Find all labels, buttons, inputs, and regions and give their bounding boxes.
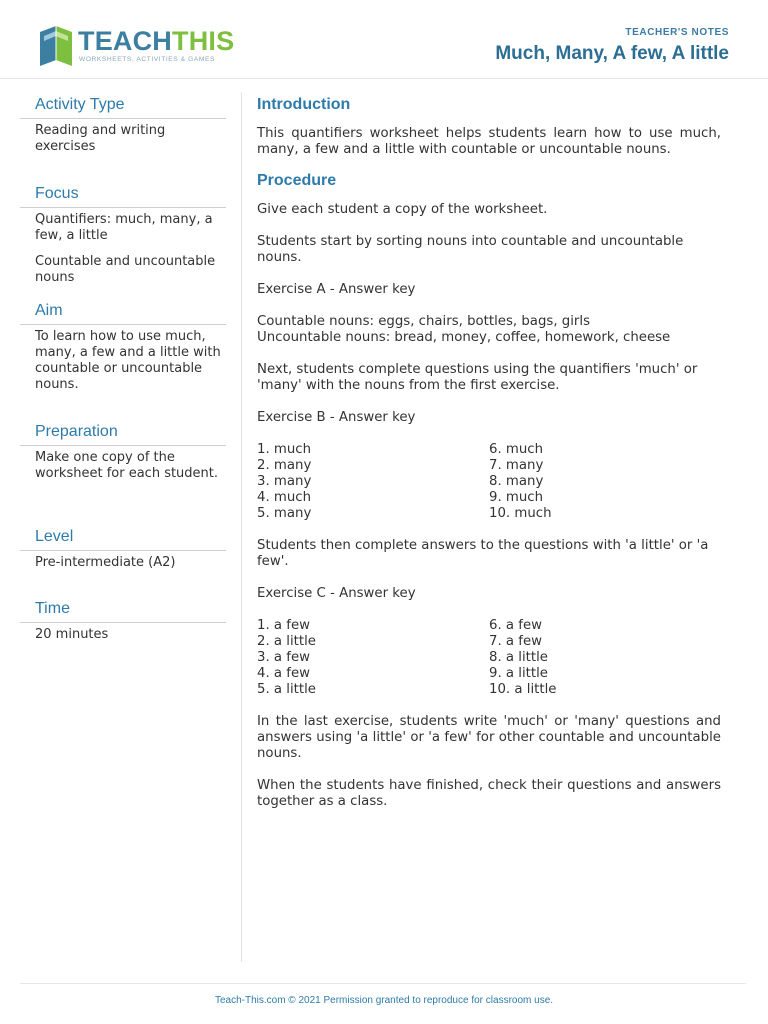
footer-copyright: Teach-This.com © 2021 Permission granted to reproduce for classroom use. xyxy=(214,995,554,1006)
activity-type-text: Reading and writing exercises xyxy=(35,123,166,154)
focus-section xyxy=(20,181,226,298)
procedure-step-copy: Give each student a copy of the worksheet. xyxy=(257,202,548,217)
exercise-a-countable: Countable nouns: eggs, chairs, bottles, bags, girls xyxy=(257,314,590,329)
answer-item: 8. a little xyxy=(489,650,548,665)
page-title: Much, Many, A few, A little xyxy=(495,43,729,64)
time-text: 20 minutes xyxy=(35,627,109,642)
column-divider xyxy=(241,92,242,962)
answer-item: 7. a few xyxy=(489,634,543,649)
main-content xyxy=(257,92,721,826)
procedure-step-last-exercise: In the last exercise, students write 'much' or 'many' questions and answers using 'a little' or 'a few' for other countable and uncountable nouns. xyxy=(257,714,721,761)
procedure-step-sorting: Students start by sorting nouns into countable and uncountable nouns. xyxy=(257,234,684,265)
aim-text: To learn how to use much, many, a few and a little with countable or uncountable nouns. xyxy=(35,329,221,392)
activity-type-section xyxy=(20,92,226,181)
answer-item: 7. many xyxy=(489,458,544,473)
answer-item: 2. many xyxy=(257,458,312,473)
logo-tagline: WORKSHEETS, ACTIVITIES & GAMES xyxy=(79,56,215,63)
focus-text-quantifiers: Quantifiers: much, many, a few, a little xyxy=(35,212,213,243)
procedure-step-much-many: Next, students complete questions using the quantifiers 'much' or 'many' with the nouns from the first exercise. xyxy=(257,362,698,393)
answer-item: 3. many xyxy=(257,474,312,489)
answer-item: 10. a little xyxy=(489,682,557,697)
level-heading: Level xyxy=(20,524,226,551)
answer-item: 9. much xyxy=(489,490,544,505)
answer-item: 1. much xyxy=(257,442,312,457)
exercise-b-left-col xyxy=(257,442,489,522)
time-heading: Time xyxy=(20,596,226,623)
answer-item: 8. many xyxy=(489,474,544,489)
procedure-step-little-few: Students then complete answers to the questions with 'a little' or 'a few'. xyxy=(257,538,709,569)
preparation-text: Make one copy of the worksheet for each student. xyxy=(35,450,219,481)
answer-item: 2. a little xyxy=(257,634,316,649)
level-text: Pre-intermediate (A2) xyxy=(35,555,176,570)
aim-heading: Aim xyxy=(20,298,226,325)
answer-item: 6. a few xyxy=(489,618,543,633)
time-section xyxy=(20,596,226,643)
answer-item: 3. a few xyxy=(257,650,311,665)
exercise-c-answers xyxy=(257,618,721,698)
procedure-heading: Procedure xyxy=(257,172,337,189)
exercise-b-title: Exercise B - Answer key xyxy=(257,410,416,425)
preparation-section xyxy=(20,419,226,524)
procedure-step-check: When the students have finished, check their questions and answers together as a class. xyxy=(257,778,721,809)
answer-item: 10. much xyxy=(489,506,552,521)
introduction-text: This quantifiers worksheet helps students learn how to use much, many, a few and a little with countable or uncountable nouns. xyxy=(257,126,721,157)
exercise-c-left-col xyxy=(257,618,489,698)
level-section xyxy=(20,524,226,596)
teach-this-logo xyxy=(36,24,236,70)
exercise-a-title: Exercise A - Answer key xyxy=(257,282,416,297)
exercise-c-right-col xyxy=(489,618,721,698)
answer-item: 4. a few xyxy=(257,666,311,681)
footer-divider xyxy=(20,983,746,984)
logo-wordmark: TEACHTHIS xyxy=(78,26,235,56)
teachers-notes-label: TEACHER'S NOTES xyxy=(625,27,729,38)
introduction-heading: Introduction xyxy=(257,96,351,113)
page-header xyxy=(0,0,768,79)
exercise-a-uncountable: Uncountable nouns: bread, money, coffee, homework, cheese xyxy=(257,330,671,345)
exercise-b-answers xyxy=(257,442,721,522)
exercise-b-right-col xyxy=(489,442,721,522)
preparation-heading: Preparation xyxy=(20,419,226,446)
book-logo-icon xyxy=(36,24,76,68)
answer-item: 4. much xyxy=(257,490,312,505)
answer-item: 1. a few xyxy=(257,618,311,633)
activity-type-heading: Activity Type xyxy=(20,92,226,119)
aim-section xyxy=(20,298,226,419)
answer-item: 6. much xyxy=(489,442,544,457)
focus-text-nouns: Countable and uncountable nouns xyxy=(35,254,216,285)
exercise-c-title: Exercise C - Answer key xyxy=(257,586,416,601)
answer-item: 5. many xyxy=(257,506,312,521)
focus-heading: Focus xyxy=(20,181,226,208)
answer-item: 9. a little xyxy=(489,666,548,681)
answer-item: 5. a little xyxy=(257,682,316,697)
sidebar xyxy=(20,92,226,653)
